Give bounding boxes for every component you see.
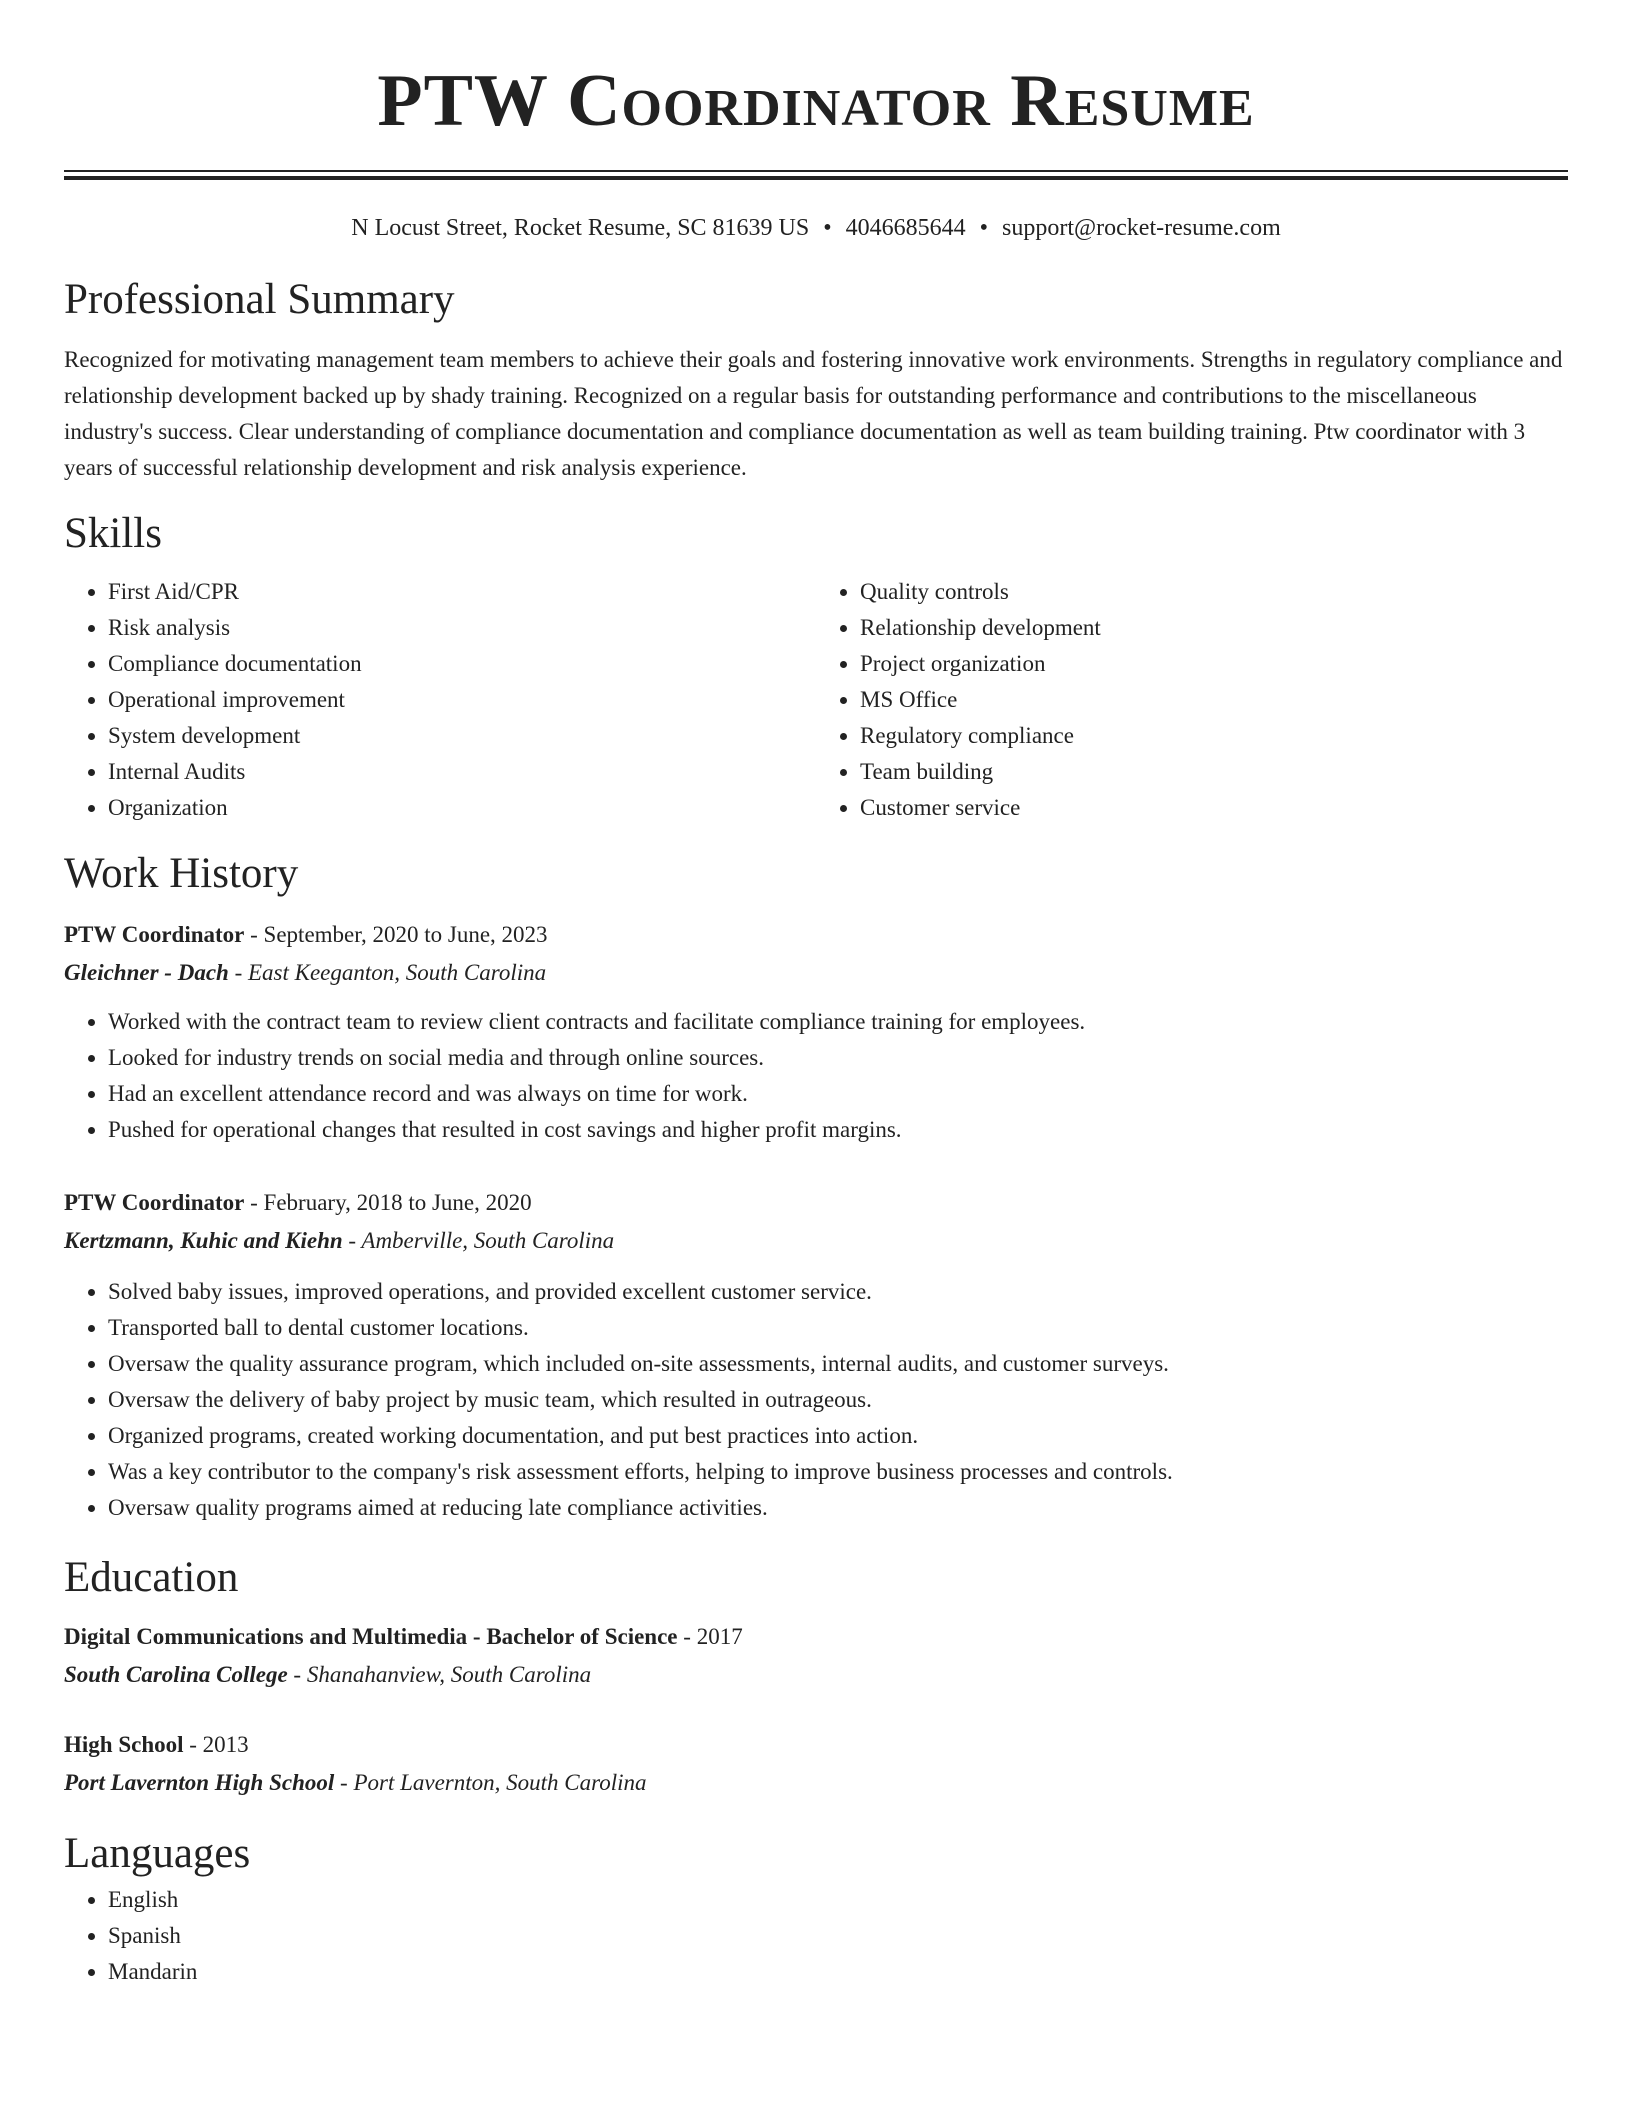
contact-address: N Locust Street, Rocket Resume, SC 81639 US (351, 215, 810, 241)
job-entry (64, 916, 1568, 1148)
job-location: - East Keeganton, South Carolina (228, 960, 547, 985)
contact-separator: • (979, 215, 989, 241)
education-year: - 2017 (677, 1624, 743, 1649)
contact-separator: • (823, 215, 832, 241)
job-dates: - February, 2018 to June, 2020 (244, 1190, 532, 1215)
job-duty: • Organized programs, created working documentation, and put best practices into action. (108, 1418, 1568, 1454)
job-employer (64, 954, 1568, 992)
job-header (64, 1184, 1568, 1222)
education-school: South Carolina College (64, 1662, 288, 1687)
job-company: Gleichner - Dach (64, 960, 229, 985)
skill-item: • Relationship development (860, 610, 1568, 646)
education-heading: Education (64, 1554, 239, 1601)
contact-line (64, 212, 1568, 244)
skill-item: • System development (108, 718, 816, 754)
job-duty: • Oversaw the delivery of baby project by music team, which resulted in outrageous. (108, 1382, 1568, 1418)
job-duty: • Had an excellent attendance record and was always on time for work. (108, 1076, 1568, 1112)
education-institution (64, 1764, 1568, 1802)
skills-heading: Skills (64, 510, 162, 557)
summary-heading: Professional Summary (64, 276, 455, 323)
resume-title: PTW Coordinator Resume (377, 60, 1255, 142)
job-duty: • Pushed for operational changes that resulted in cost savings and higher profit margins. (108, 1112, 1568, 1148)
job-duty: • Transported ball to dental customer locations. (108, 1310, 1568, 1346)
skill-item: • Organization (108, 790, 816, 826)
skills-list-left (64, 574, 816, 826)
job-dates: - September, 2020 to June, 2023 (244, 922, 548, 947)
summary-text: Recognized for motivating management team members to achieve their goals and fostering innovative work environments. Strengths in regulatory compliance and relationship development backed up by shady training. Recognized on a regular basis for outstanding performance and contributions to the miscellaneous industry's success. Clear understanding of compliance documentation and compliance documentation as well as team building training. Ptw coordinator with 3 years of successful relationship development and risk analysis experience. (64, 347, 1563, 480)
skill-item: • Compliance documentation (108, 646, 816, 682)
skill-item: • Team building (860, 754, 1568, 790)
education-degree: High School (64, 1732, 184, 1757)
language-item: • English (108, 1882, 1568, 1918)
job-duty: • Solved baby issues, improved operations, and provided excellent customer service. (108, 1274, 1568, 1310)
skill-item: • Quality controls (860, 574, 1568, 610)
work-history-heading: Work History (64, 850, 299, 897)
skill-item: • First Aid/CPR (108, 574, 816, 610)
languages-list (64, 1882, 1568, 1990)
job-duty: • Oversaw the quality assurance program, which included on-site assessments, internal audits, and customer surveys. (108, 1346, 1568, 1382)
languages-heading: Languages (64, 1830, 251, 1877)
job-title: PTW Coordinator (64, 1190, 245, 1215)
job-title: PTW Coordinator (64, 922, 245, 947)
skill-item: • Customer service (860, 790, 1568, 826)
job-header (64, 916, 1568, 954)
education-location: - Shanahanview, South Carolina (287, 1662, 592, 1687)
education-institution (64, 1656, 1568, 1694)
education-school: Port Lavernton High School (64, 1770, 335, 1795)
skill-item: • Internal Audits (108, 754, 816, 790)
job-entry (64, 1184, 1568, 1526)
skill-item: • Regulatory compliance (860, 718, 1568, 754)
contact-email: support@rocket-resume.com (1002, 215, 1281, 241)
job-company: Kertzmann, Kuhic and Kiehn (64, 1228, 343, 1253)
education-header (64, 1618, 1568, 1656)
job-employer (64, 1222, 1568, 1260)
skill-item: • Risk analysis (108, 610, 816, 646)
title-divider (64, 170, 1568, 180)
skill-item: • Operational improvement (108, 682, 816, 718)
education-year: - 2013 (183, 1732, 249, 1757)
job-duties (64, 1274, 1568, 1526)
job-duty: • Worked with the contract team to review client contracts and facilitate compliance training for employees. (108, 1004, 1568, 1040)
job-duty: • Oversaw quality programs aimed at reducing late compliance activities. (108, 1490, 1568, 1526)
job-duties (64, 1004, 1568, 1148)
language-item: • Mandarin (108, 1954, 1568, 1990)
job-location: - Amberville, South Carolina (342, 1228, 615, 1253)
education-entry (64, 1726, 1568, 1802)
language-item: • Spanish (108, 1918, 1568, 1954)
job-duty: • Was a key contributor to the company's risk assessment efforts, helping to improve business processes and controls. (108, 1454, 1568, 1490)
skill-item: • Project organization (860, 646, 1568, 682)
education-location: - Port Lavernton, South Carolina (334, 1770, 647, 1795)
job-duty: • Looked for industry trends on social media and through online sources. (108, 1040, 1568, 1076)
skills-columns (64, 574, 1568, 826)
skills-list-right (816, 574, 1568, 826)
contact-phone: 4046685644 (845, 215, 966, 241)
education-header (64, 1726, 1568, 1764)
education-entry (64, 1618, 1568, 1694)
education-degree: Digital Communications and Multimedia - Bachelor of Science (64, 1624, 678, 1649)
skill-item: • MS Office (860, 682, 1568, 718)
